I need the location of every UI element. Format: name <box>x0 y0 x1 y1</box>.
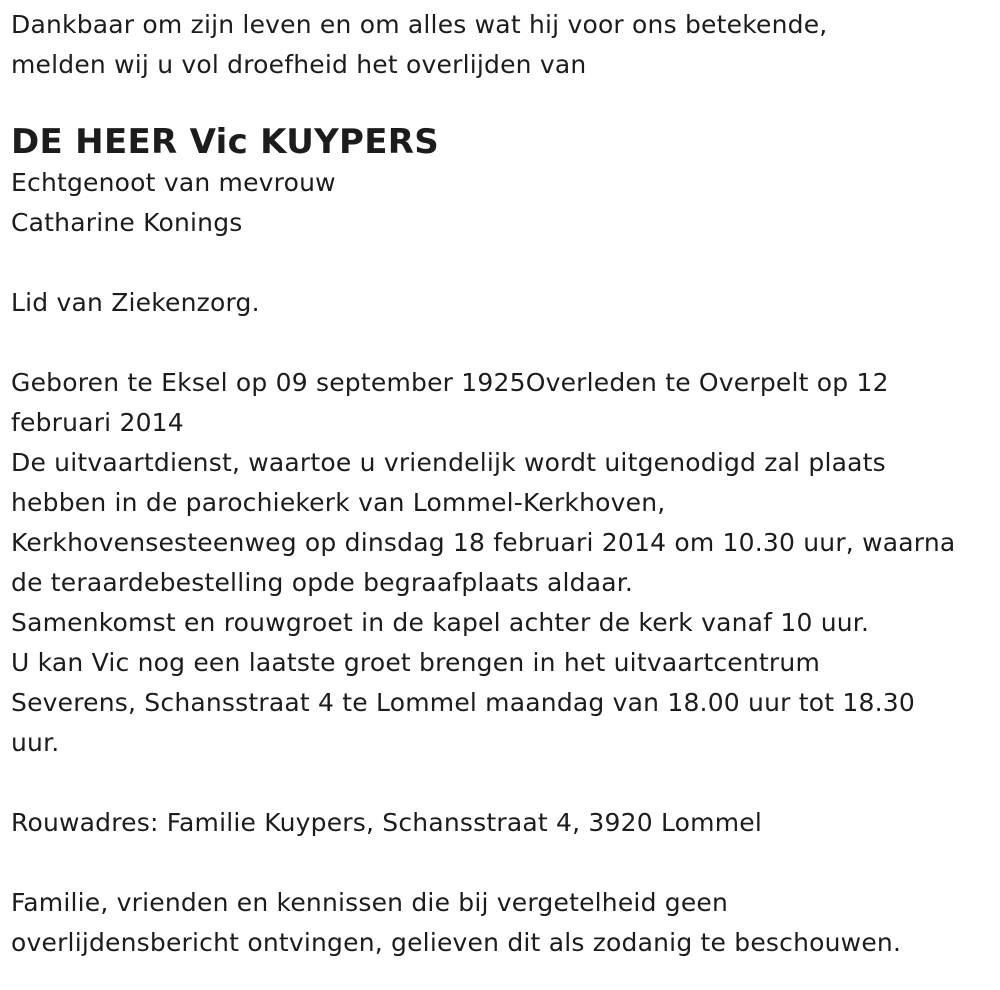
spouse-line-2: Catharine Konings <box>11 208 243 237</box>
spacer <box>11 323 996 363</box>
details-line-1: Geboren te Eksel op 09 september 1925Overleden te Overpelt op 12 <box>11 368 889 397</box>
spacer <box>11 843 996 883</box>
mourning-address: Rouwadres: Familie Kuypers, Schansstraat 4, 3920 Lommel <box>11 808 763 837</box>
death-notice <box>11 5 996 963</box>
details-line-5: Kerkhovensesteenweg op dinsdag 18 februari 2014 om 10.30 uur, waarna <box>11 528 956 557</box>
details-line-4: hebben in de parochiekerk van Lommel-Kerkhoven, <box>11 488 666 517</box>
spacer <box>11 243 996 283</box>
intro-line-2: melden wij u vol droefheid het overlijden van <box>11 50 587 79</box>
membership-text: Lid van Ziekenzorg. <box>11 288 260 317</box>
closing-line-1: Familie, vrienden en kennissen die bij vergetelheid geen <box>11 888 729 917</box>
intro-line-1: Dankbaar om zijn leven en om alles wat hij voor ons betekende, <box>11 10 828 39</box>
closing-line-2: overlijdensbericht ontvingen, gelieven dit als zodanig te beschouwen. <box>11 928 902 957</box>
deceased-name: DE HEER Vic KUYPERS <box>11 122 440 162</box>
details-line-10: uur. <box>11 728 60 757</box>
details-line-3: De uitvaartdienst, waartoe u vriendelijk wordt uitgenodigd zal plaats <box>11 448 886 477</box>
details-line-8: U kan Vic nog een laatste groet brengen in het uitvaartcentrum <box>11 648 820 677</box>
spacer <box>11 763 996 803</box>
details-line-9: Severens, Schansstraat 4 te Lommel maandag van 18.00 uur tot 18.30 <box>11 688 915 717</box>
details-line-6: de teraardebestelling opde begraafplaats aldaar. <box>11 568 634 597</box>
spouse-line-1: Echtgenoot van mevrouw <box>11 168 336 197</box>
details-line-7: Samenkomst en rouwgroet in de kapel achter de kerk vanaf 10 uur. <box>11 608 870 637</box>
details-line-2: februari 2014 <box>11 408 184 437</box>
